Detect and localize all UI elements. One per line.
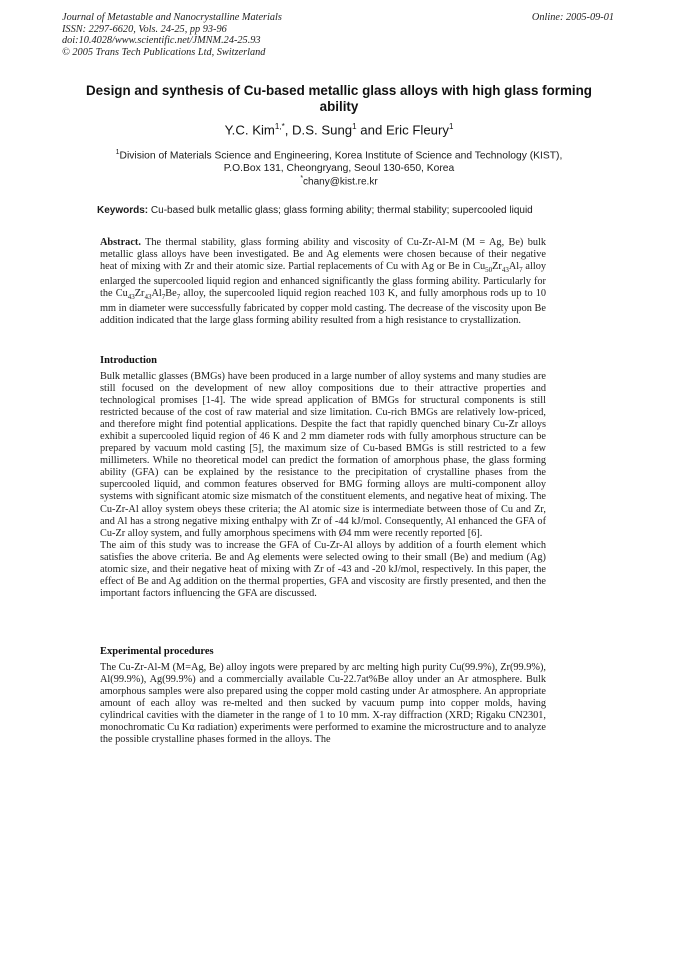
issn-line: ISSN: 2297-6620, Vols. 24-25, pp 93-96 <box>62 23 227 35</box>
introduction-section <box>100 371 546 600</box>
affiliation-mark: 1 <box>352 122 357 131</box>
body-paragraph: The aim of this study was to increase the GFA of Cu-Zr-Al alloys by addition of a fourth element which satisfies the above criteria. Be and Ag elements were selected owing to their small (Be) and medium (Ag) atomic size, and their negative heat of mixing with Zr of -43 and -20 kJ/mol, respectively. In this paper, the effect of Be and Ag addition on the thermal properties, GFA and viscosity are firstly presented, and then the important factors influencing the GFA are discussed. <box>100 539 546 599</box>
affiliation-line: Division of Materials Science and Engineering, Korea Institute of Science and Technology (KIST), <box>119 150 563 162</box>
online-date: Online: 2005-09-01 <box>531 12 614 23</box>
paper-title: Design and synthesis of Cu-based metallic glass alloys with high glass forming ability <box>86 83 592 114</box>
section-heading-introduction: Introduction <box>100 355 157 366</box>
alloy-formula: $Cu_{43}Zr_{43}Al_7Be_7$ <box>115 288 181 302</box>
corresponding-mark: * <box>300 175 304 182</box>
author-separator: and <box>356 122 386 138</box>
copyright-line: © 2005 Trans Tech Publications Ltd, Switzerland <box>62 46 266 58</box>
author-name: Eric Fleury <box>385 122 449 138</box>
author-list <box>84 122 594 137</box>
journal-header <box>62 12 614 58</box>
journal-name: Journal of Metastable and Nanocrystalline Materials <box>62 12 282 23</box>
affiliation-mark: 1 <box>448 122 454 131</box>
author-separator: , <box>284 122 293 138</box>
affiliation <box>84 147 594 176</box>
affiliation-mark: 1,* <box>274 122 285 131</box>
keywords <box>97 205 567 216</box>
author-name: D.S. Sung <box>292 122 353 138</box>
experimental-section <box>100 662 546 746</box>
email-address: chany@kist.re.kr <box>303 176 378 188</box>
affiliation-number: 1 <box>115 149 120 156</box>
abstract-label: Abstract. <box>100 237 141 248</box>
body-paragraph: The Cu-Zr-Al-M (M=Ag, Be) alloy ingots were prepared by arc melting high purity Cu(99.9%), Zr(99.9%), Al(99.9%), Ag(99.9%) and a commercially available Cu-22.7at%Be alloy under an Ar atmosphere. Bulk amorphous samples were also prepared using the copper mold casting under Ar atmosphere. An appropriate amount of each alloy was re-melted and then sucked by vacuum pump into copper molds, having cylindrical cavities with the diameter in the range of 1 to 10 mm. X-ray diffraction (XRD; Rigaku CN2301, monochromatic Cu Kα radiation) experiments were performed to examine the microstructure and to analyze the possible crystalline phases formed in the alloys. The <box>100 662 546 746</box>
doi-line: doi:10.4028/www.scientific.net/JMNM.24-25.93 <box>62 35 261 47</box>
section-heading-experimental: Experimental procedures <box>100 646 214 657</box>
alloy-formula: $Cu_{50}Zr_{43}Al_7$ <box>473 261 523 275</box>
keywords-text: Cu-based bulk metallic glass; glass forming ability; thermal stability; supercooled liquid <box>150 205 533 216</box>
corresponding-email <box>84 175 594 187</box>
author-name: Y.C. Kim <box>224 122 275 138</box>
abstract-paragraph: Abstract. The thermal stability, glass forming ability and viscosity of Cu-Zr-Al-M (M = Ag, Be) bulk metallic glass alloys have been investigated. Be and Ag elements were chosen because of their negative heat of mixing with Zr and their atomic size. Partial replacements of Cu with Ag or Be in $Cu_{50}Zr_{43}Al_7$ alloy enlarged the supercooled liquid region and enhanced significantly the glass forming ability. Particularly for the $Cu_{43}Zr_{43}Al_7Be_7$ alloy, the supercooled liquid region reached 103 K, and fully amorphous rods up to 10 mm in diameter were successfully fabricated by copper mold casting. The decrease of the viscosity upon Be addition indicated that the large glass forming ability resulted from a high resistance to crystallization. <box>100 237 547 327</box>
abstract <box>100 237 546 327</box>
body-paragraph: Bulk metallic glasses (BMGs) have been produced in a large number of alloy systems and many studies are still focused on the development of new alloy compositions due to their attractive properties and technological promises [1-4]. The wide spread application of BMGs for structural components is still restricted because of the cost of raw material and size limitation. Cu-rich BMGs are relatively low-priced, and therefore might find potential applications. Despite the fact that rapidly quenched binary Cu-Zr alloys exhibit a supercooled liquid region of 46 K and 2 mm diameter rods with fully amorphous structure can be prepared by vacuum mold casting [5], the maximum size of Cu-based BMGs is still restricted to a few millimeters. While no theoretical model can predict the formation of amorphous phase, the glass forming ability (GFA) can be explained by the resistance to the precipitation of crystalline phases from the supercooled liquid, and common features observed for BMG forming alloys are multi-component alloy systems with significant atomic size mismatch of the constituent elements, and negative heat of mixing. The Cu-Zr-Al alloy system obeys these criteria; the Al atomic size is intermediate between those of Cu and Zr, and Al has a strong negative mixing enthalpy with Zr of -44 kJ/mol. Consequently, Al enhanced the GFA of Cu-Zr alloy system, and fully amorphous specimens with Ø4 mm were recently reported [6]. <box>100 371 546 539</box>
keywords-label: Keywords: <box>97 205 149 216</box>
affiliation-address: P.O.Box 131, Cheongryang, Seoul 130-650, Korea <box>223 163 455 175</box>
